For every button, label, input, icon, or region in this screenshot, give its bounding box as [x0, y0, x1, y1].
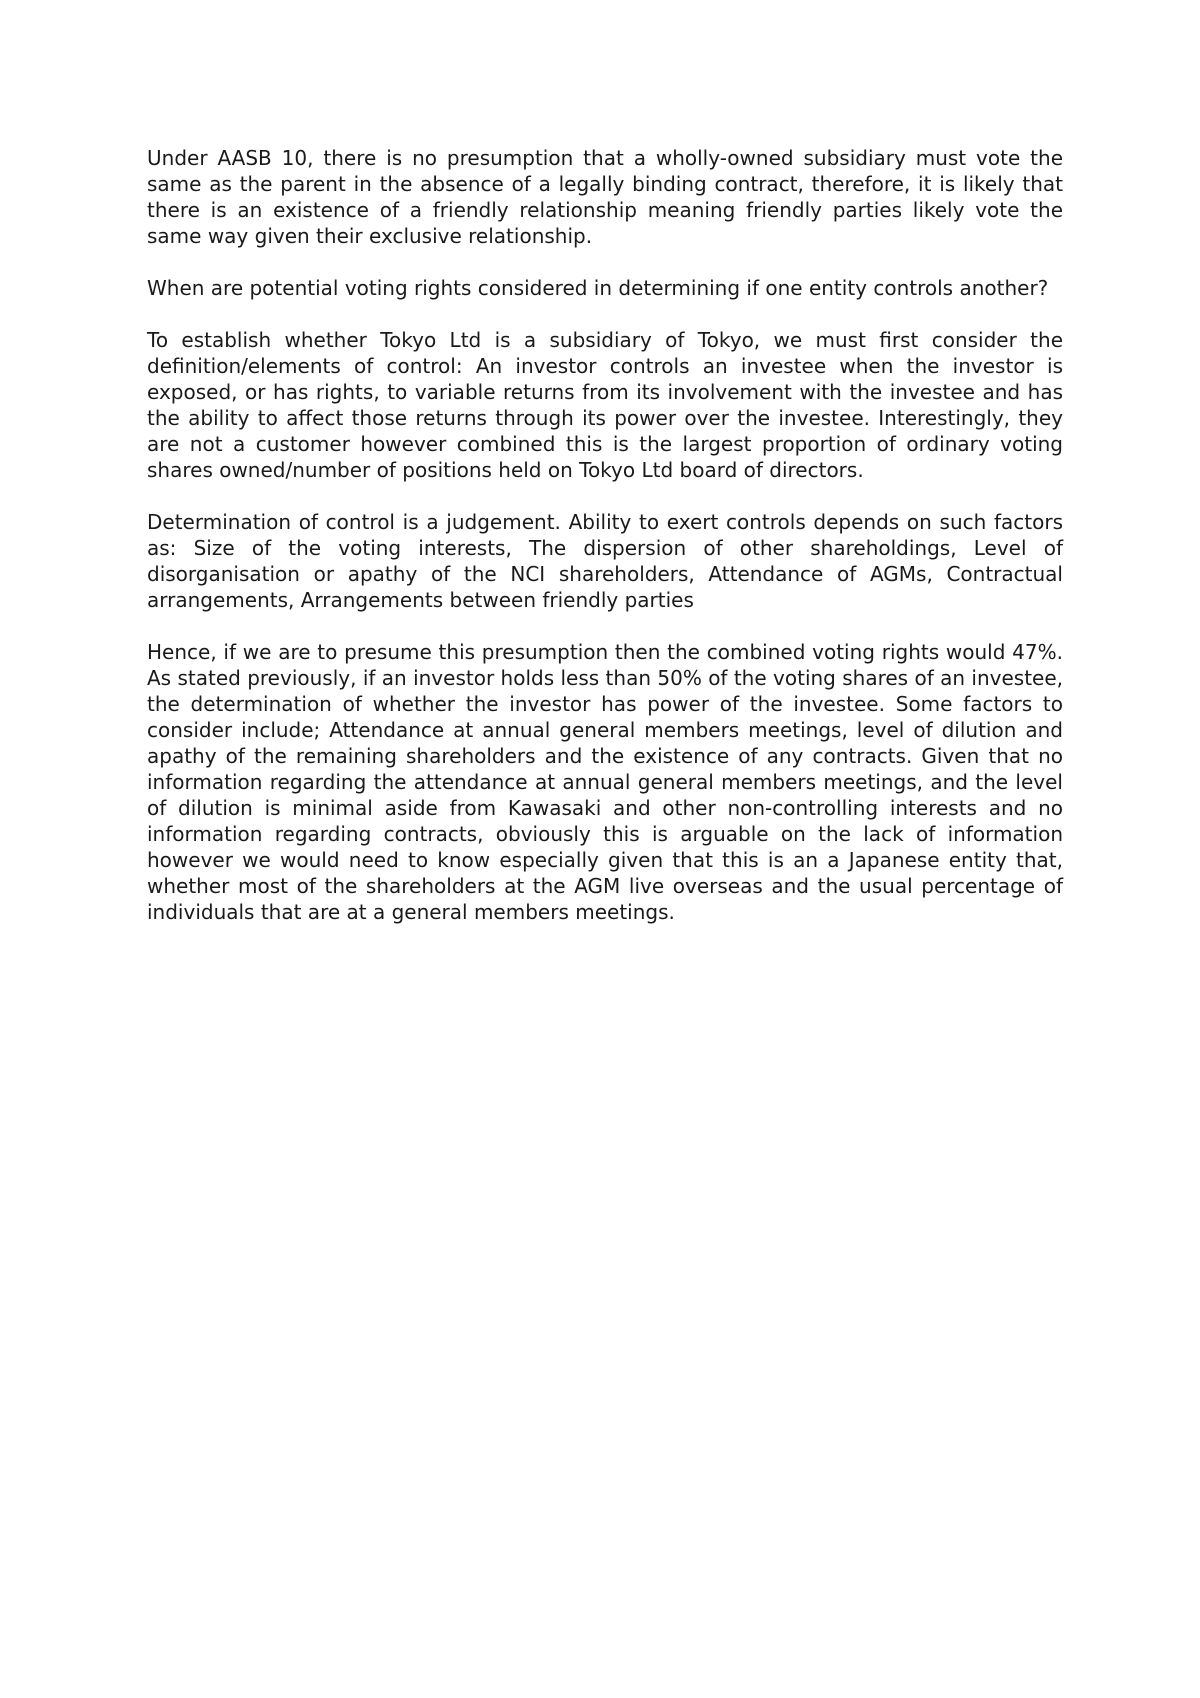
- paragraph-aasb10-presumption: Under AASB 10, there is no presumption that a wholly-owned subsidiary must vote the same as the parent in the absence of a legally binding contract, therefore, it is likely that there is an existence of a friendly relationship meaning friendly parties likely vote the same way given their exclusive relationship.: [147, 146, 1063, 248]
- paragraph-potential-voting-question: When are potential voting rights considered in determining if one entity controls another?: [147, 276, 1049, 300]
- document-body: [147, 145, 1063, 951]
- paragraph-combined-voting-rights: Hence, if we are to presume this presumption then the combined voting rights would 47%. As stated previously, if an investor holds less than 50% of the voting shares of an investee, the determination of whether the investor has power of the investee. Some factors to consider include; Attendance at annual general members meetings, level of dilution and apathy of the remaining shareholders and the existence of any contracts. Given that no information regarding the attendance at annual general members meetings, and the level of dilution is minimal aside from Kawasaki and other non-controlling interests and no information regarding contracts, obviously this is arguable on the lack of information however we would need to know especially given that this is an a Japanese entity that, whether most of the shareholders at the AGM live overseas and the usual percentage of individuals that are at a general members meetings.: [147, 640, 1063, 924]
- paragraph-definition-of-control: To establish whether Tokyo Ltd is a subsidiary of Tokyo, we must first consider the definition/elements of control: An investor controls an investee when the investor is exposed, or has rights, to variable returns from its involvement with the investee and has the ability to affect those returns through its power over the investee. Interestingly, they are not a customer however combined this is the largest proportion of ordinary voting shares owned/number of positions held on Tokyo Ltd board of directors.: [147, 328, 1063, 482]
- paragraph-determination-of-control: Determination of control is a judgement. Ability to exert controls depends on such factors as: Size of the voting interests, The dispersion of other shareholdings, Level of disorganisation or apathy of the NCI shareholders, Attendance of AGMs, Contractual arrangements, Arrangements between friendly parties: [147, 510, 1063, 612]
